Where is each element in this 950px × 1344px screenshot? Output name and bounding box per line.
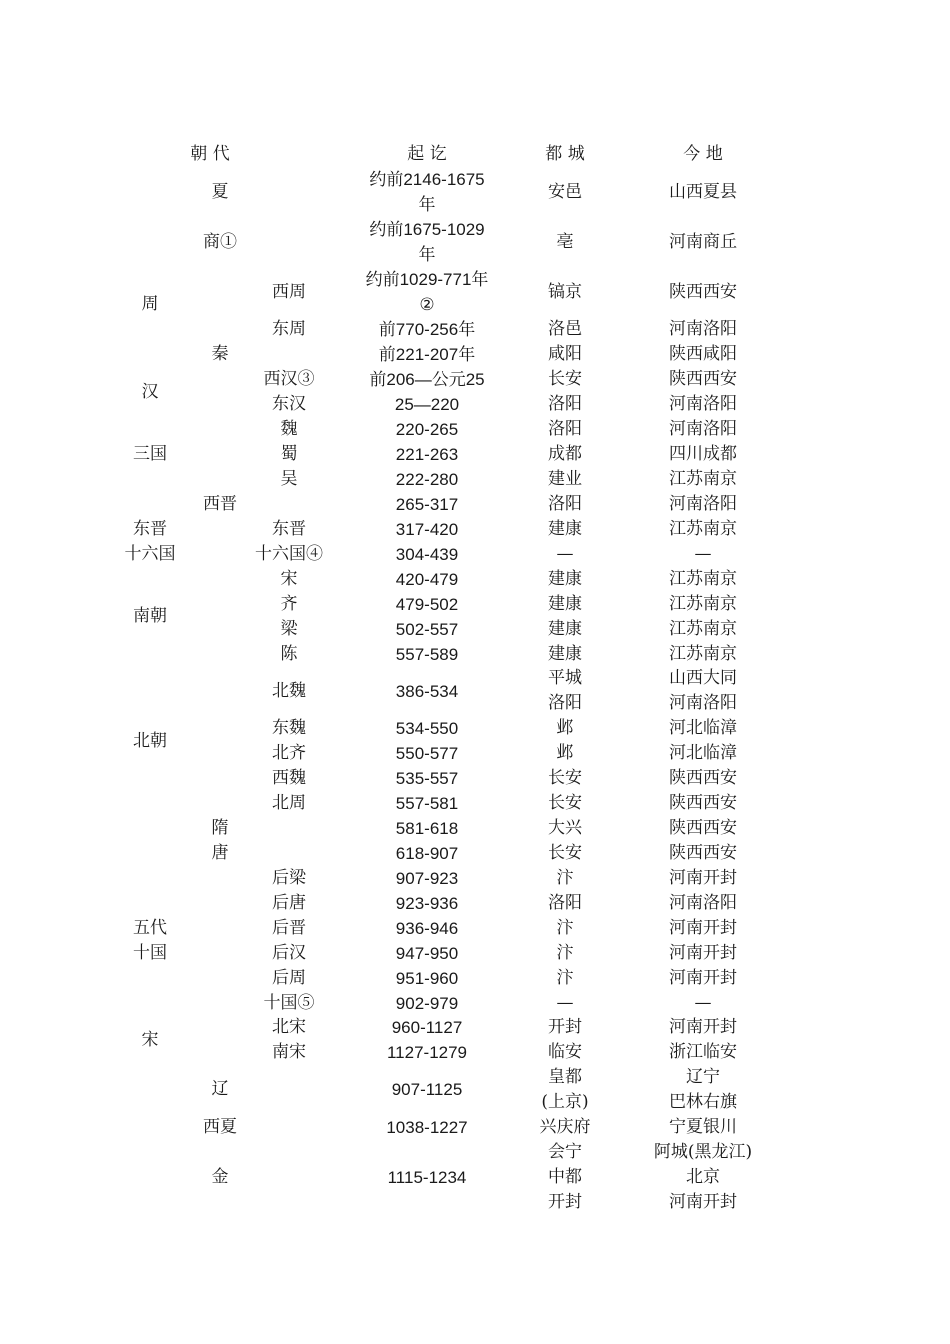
- dynasty-period: 502-557: [395, 620, 459, 639]
- dynasty-location: 山西大同: [669, 668, 737, 688]
- dynasty-location: 宁夏银川: [669, 1117, 737, 1137]
- dynasty-group: 北朝: [133, 731, 167, 751]
- dynasty-capital: 洛阳: [548, 494, 582, 514]
- header-capital: 都 城: [545, 144, 585, 164]
- dynasty-period: 534-550: [395, 719, 459, 738]
- dynasty-sub: 魏: [280, 419, 298, 439]
- dynasty-location: 江苏南京: [669, 619, 737, 639]
- dynasty-sub: 南宋: [272, 1042, 306, 1062]
- header-period: 起 讫: [407, 144, 447, 164]
- dynasty-location: 江苏南京: [669, 469, 737, 489]
- dynasty-capital: 洛阳: [548, 419, 582, 439]
- dynasty-period: 1127-1279: [386, 1043, 468, 1062]
- dynasty-sub: 陈: [280, 644, 298, 664]
- dynasty-capital-2: 洛阳: [548, 693, 582, 713]
- dynasty-period: 479-502: [395, 595, 459, 614]
- dynasty-sub: 十国⑤: [263, 993, 315, 1013]
- dynasty-period: 前206—公元25: [369, 370, 485, 389]
- dynasty-group: 东晋: [133, 519, 167, 539]
- dynasty-capital: 长安: [548, 843, 582, 863]
- dynasty-period: 960-1127: [391, 1018, 463, 1037]
- dynasty-location-2: 巴林右旗: [669, 1092, 737, 1112]
- dynasty-period: 386-534: [395, 682, 459, 701]
- dynasty-sub: 北宋: [272, 1017, 306, 1037]
- dynasty-period: 前221-207年: [378, 345, 476, 364]
- dynasty-group: 三国: [133, 444, 167, 464]
- dynasty-period: 951-960: [395, 969, 459, 988]
- dynasty-location: 河南开封: [669, 918, 737, 938]
- dynasty-capital: 咸阳: [548, 344, 582, 364]
- dynasty-name: 西晋: [203, 494, 237, 514]
- dynasty-location: 陕西西安: [669, 282, 737, 302]
- dynasty-location: 江苏南京: [669, 644, 737, 664]
- dynasty-group: 十六国: [124, 544, 176, 564]
- dynasty-capital: 建康: [548, 519, 582, 539]
- dynasty-sub: 北周: [272, 793, 306, 813]
- dynasty-name: 唐: [211, 843, 229, 863]
- dynasty-name: 辽: [211, 1079, 229, 1099]
- dynasty-capital: —: [556, 544, 574, 564]
- dynasty-sub: 后晋: [272, 918, 306, 938]
- dynasty-group: 汉: [141, 382, 159, 402]
- dynasty-period: 923-936: [395, 894, 459, 913]
- dynasty-sub: 东周: [272, 319, 306, 339]
- dynasty-period: 557-589: [395, 645, 459, 664]
- dynasty-period: 222-280: [395, 470, 459, 489]
- dynasty-capital: 成都: [548, 444, 582, 464]
- dynasty-sub: 宋: [280, 569, 298, 589]
- dynasty-capital: 安邑: [548, 182, 582, 202]
- dynasty-capital: 长安: [548, 768, 582, 788]
- dynasty-location: —: [694, 544, 712, 564]
- dynasty-period: 25—220: [394, 395, 460, 414]
- dynasty-sub: 十六国④: [255, 544, 323, 564]
- dynasty-name: 隋: [211, 818, 229, 838]
- dynasty-period: 420-479: [395, 570, 459, 589]
- dynasty-location: 河南开封: [669, 1017, 737, 1037]
- dynasty-period: 947-950: [395, 944, 459, 963]
- dynasty-sub: 后汉: [272, 943, 306, 963]
- dynasty-capital: 开封: [548, 1017, 582, 1037]
- dynasty-capital: 临安: [548, 1042, 582, 1062]
- dynasty-location: 江苏南京: [669, 594, 737, 614]
- dynasty-location: 河南洛阳: [669, 494, 737, 514]
- dynasty-location: 陕西西安: [669, 843, 737, 863]
- dynasty-sub: 东魏: [272, 718, 306, 738]
- dynasty-sub: 西魏: [272, 768, 306, 788]
- dynasty-capital: 兴庆府: [539, 1117, 591, 1137]
- dynasty-period: 557-581: [395, 794, 459, 813]
- dynasty-location: 河南开封: [669, 943, 737, 963]
- dynasty-sub: 西汉③: [263, 369, 315, 389]
- dynasty-capital: 建康: [548, 594, 582, 614]
- dynasty-group: 十国: [133, 943, 167, 963]
- dynasty-location-3: 河南开封: [669, 1192, 737, 1212]
- dynasty-group: 五代: [133, 918, 167, 938]
- dynasty-location: 阿城(黑龙江): [653, 1142, 753, 1162]
- dynasty-period: 902-979: [395, 994, 459, 1013]
- dynasty-period: 前770-256年: [378, 320, 476, 339]
- dynasty-capital: 汴: [556, 943, 574, 963]
- dynasty-capital-2: (上京): [541, 1092, 589, 1112]
- dynasty-sub: 北魏: [272, 681, 306, 701]
- dynasty-location: 陕西咸阳: [669, 344, 737, 364]
- dynasty-name: 金: [211, 1167, 229, 1187]
- dynasty-capital: 建康: [548, 569, 582, 589]
- dynasty-location: 江苏南京: [669, 519, 737, 539]
- dynasty-capital: 亳: [556, 232, 574, 252]
- dynasty-capital: 会宁: [548, 1142, 582, 1162]
- dynasty-period: 535-557: [395, 769, 459, 788]
- dynasty-name: 夏: [211, 182, 229, 202]
- dynasty-period: 约前2146-1675年: [369, 170, 485, 214]
- dynasty-capital: 长安: [548, 369, 582, 389]
- dynasty-location: 浙江临安: [669, 1042, 737, 1062]
- dynasty-sub: 齐: [280, 594, 298, 614]
- dynasty-period: 220-265: [395, 420, 459, 439]
- dynasty-capital: 邺: [556, 743, 574, 763]
- dynasty-location: 河南开封: [669, 968, 737, 988]
- dynasty-capital: 汴: [556, 918, 574, 938]
- dynasty-sub: 东汉: [272, 394, 306, 414]
- dynasty-location: —: [694, 993, 712, 1013]
- dynasty-location: 四川成都: [669, 444, 737, 464]
- dynasty-sub: 梁: [280, 619, 298, 639]
- dynasty-capital: 镐京: [548, 282, 582, 302]
- dynasty-capital-2: 中都: [548, 1167, 582, 1187]
- dynasty-location-2: 北京: [686, 1167, 720, 1187]
- dynasty-period: 265-317: [395, 495, 459, 514]
- dynasty-capital: 大兴: [548, 818, 582, 838]
- dynasty-capital: 建康: [548, 619, 582, 639]
- dynasty-capital: 建康: [548, 644, 582, 664]
- dynasty-period: 907-1125: [391, 1080, 463, 1099]
- dynasty-sub: 后周: [272, 968, 306, 988]
- dynasty-capital: 建业: [548, 469, 582, 489]
- dynasty-capital: 洛邑: [548, 319, 582, 339]
- dynasty-capital: 皇都: [548, 1067, 582, 1087]
- dynasty-capital: 洛阳: [548, 394, 582, 414]
- dynasty-location: 陕西西安: [669, 793, 737, 813]
- dynasty-group: 周: [141, 294, 159, 314]
- dynasty-location: 山西夏县: [669, 182, 737, 202]
- dynasty-capital: 汴: [556, 968, 574, 988]
- dynasty-sub: 吴: [280, 469, 298, 489]
- dynasty-capital: 邺: [556, 718, 574, 738]
- dynasty-sub: 北齐: [272, 743, 306, 763]
- dynasty-sub: 后唐: [272, 893, 306, 913]
- dynasty-location: 河南开封: [669, 868, 737, 888]
- dynasty-period: 1038-1227: [386, 1118, 468, 1137]
- dynasty-period: 317-420: [395, 520, 459, 539]
- dynasty-location: 河南洛阳: [669, 893, 737, 913]
- dynasty-location: 辽宁: [686, 1067, 720, 1087]
- dynasty-period: 221-263: [395, 445, 459, 464]
- dynasty-capital: —: [556, 993, 574, 1013]
- dynasty-name: 西夏: [203, 1117, 237, 1137]
- dynasty-period: 550-577: [395, 744, 459, 763]
- dynasty-sub: 西周: [272, 282, 306, 302]
- dynasty-period: 1115-1234: [387, 1168, 467, 1187]
- dynasty-name: 秦: [211, 344, 229, 364]
- dynasty-period: 约前1675-1029年: [369, 220, 485, 264]
- dynasty-location: 河北临漳: [669, 718, 737, 738]
- dynasty-location: 河南洛阳: [669, 319, 737, 339]
- dynasty-location: 河南洛阳: [669, 394, 737, 414]
- dynasty-location: 陕西西安: [669, 818, 737, 838]
- header-location: 今 地: [683, 144, 723, 164]
- dynasty-location: 河南商丘: [669, 232, 737, 252]
- dynasty-location-2: 河南洛阳: [669, 693, 737, 713]
- dynasty-period: 304-439: [395, 545, 459, 564]
- dynasty-location: 河北临漳: [669, 743, 737, 763]
- dynasty-period: 907-923: [395, 869, 459, 888]
- dynasty-capital: 洛阳: [548, 893, 582, 913]
- dynasty-period: 618-907: [395, 844, 459, 863]
- header-dynasty: 朝 代: [190, 144, 230, 164]
- dynasty-capital: 平城: [548, 668, 582, 688]
- dynasty-period: 581-618: [395, 819, 459, 838]
- dynasty-sub: 后梁: [272, 868, 306, 888]
- dynasty-capital: 长安: [548, 793, 582, 813]
- dynasty-location: 陕西西安: [669, 768, 737, 788]
- dynasty-capital: 汴: [556, 868, 574, 888]
- dynasty-group: 宋: [141, 1030, 159, 1050]
- dynasty-location: 陕西西安: [669, 369, 737, 389]
- dynasty-capital-3: 开封: [548, 1192, 582, 1212]
- dynasty-period: 约前1029-771年②: [365, 270, 489, 314]
- dynasty-location: 河南洛阳: [669, 419, 737, 439]
- dynasty-location: 江苏南京: [669, 569, 737, 589]
- dynasty-sub: 东晋: [272, 519, 306, 539]
- dynasty-sub: 蜀: [280, 444, 298, 464]
- dynasty-period: 936-946: [395, 919, 459, 938]
- dynasty-name: 商①: [203, 232, 237, 252]
- dynasty-group: 南朝: [133, 606, 167, 626]
